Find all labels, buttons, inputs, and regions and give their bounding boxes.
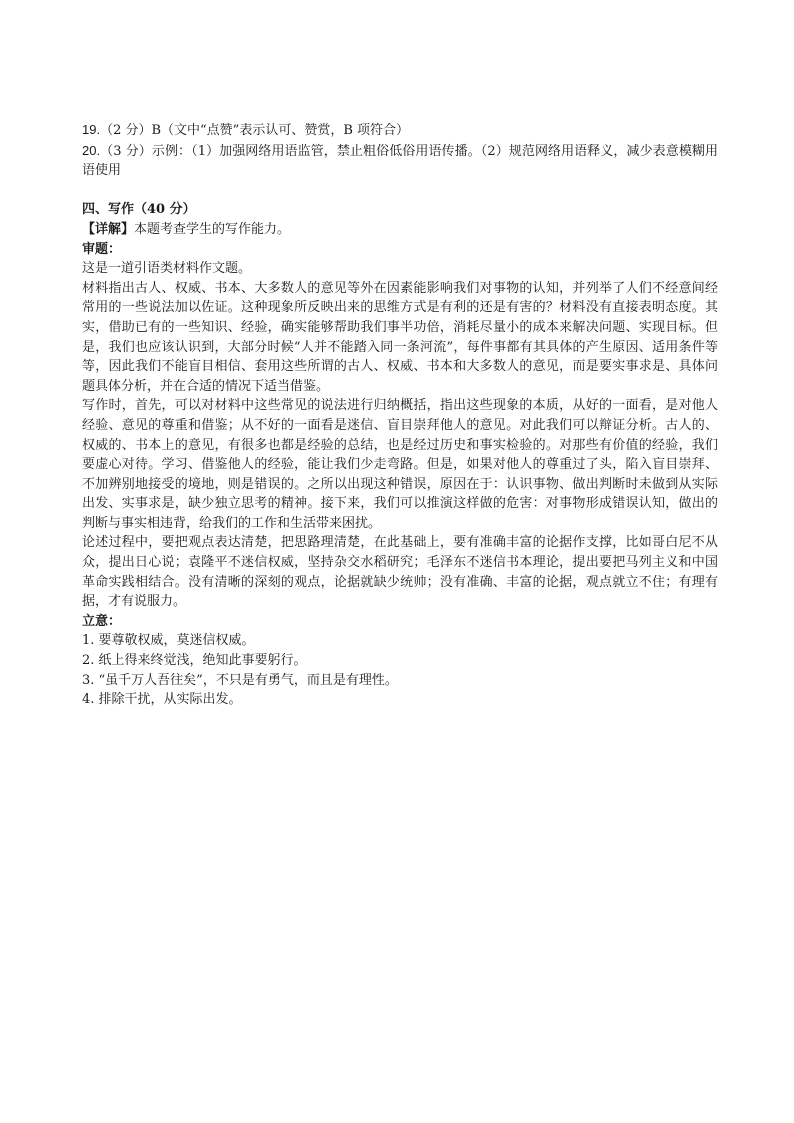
answer-19-score: （2 分） xyxy=(100,123,152,138)
theme-item-3: 3. “虽千万人吾往矣”，不只是有勇气，而且是有理性。 xyxy=(82,672,398,688)
detail-line xyxy=(82,220,718,240)
theme-label: 立意： xyxy=(82,613,122,629)
paragraph-1: 这是一道引语类材料作文题。 xyxy=(82,261,252,277)
document-page xyxy=(82,120,718,710)
paragraph-3: 写作时，首先，可以对材料中这些常见的说法进行归纳概括，指出这些现象的本质，从好的一面看，是对他人经验、意见的尊重和借鉴；从不好的一面看是迷信、盲目崇拜他人的意见。对此我们可以辩证分析。古人的、权威的、书本上的意见，有很多也都是经验的总结，也是经过历史和事实检验的。对那些有价值的经验，我们要虚心对待。学习、借鉴他人的经验，能让我们少走弯路。但是，如果对他人的尊重过了头，陷入盲目崇拜、不加辨别地接受的境地，则是错误的。之所以出现这种错误，原因在于：认识事物、做出判断时未做到从实际出发、实事求是，缺少独立思考的精神。接下来，我们可以推演这样做的危害：对事物形成错误认知，做出的判断与事实相违背，给我们的工作和生活带来困扰。 xyxy=(82,398,718,531)
review-label: 审题： xyxy=(82,241,122,257)
theme-item-1: 1. 要尊敬权威，莫迷信权威。 xyxy=(82,633,255,649)
paragraph-4: 论述过程中，要把观点表达清楚，把思路理清楚，在此基础上，要有准确丰富的论据作支撑，比如哥白尼不从众，提出日心说；袁隆平不迷信权威，坚持杂交水稻研究；毛泽东不迷信书本理论，提出要把马列主义和中国革命实践相结合。没有清晰的深刻的观点，论据就缺少统帅；没有准确、丰富的论据，观点就立不住；有理有据，才有说服力。 xyxy=(82,535,718,610)
detail-label: 【详解】 xyxy=(82,221,135,237)
spacer xyxy=(82,181,718,201)
paragraph-2: 材料指出古人、权威、书本、大多数人的意见等外在因素能影响我们对事物的认知，并列举了人们不经意间经常用的一些说法加以佐证。这种现象所反映出来的思维方式是有利的还是有害的？材料没有直接表明态度。其实，借助已有的一些知识、经验，确实能够帮助我们事半功倍，消耗尽量小的成本来解决问题、实现目标。但是，我们也应该认识到，大部分时候“人并不能踏入同一条河流”，每件事都有其具体的产生原因、适用条件等等，因此我们不能盲目相信、套用这些所谓的古人、权威、书本和大多数人的意见，而是要实事求是、具体问题具体分析，并在合适的情况下适当借鉴。 xyxy=(82,280,718,394)
section-title: 四、写作（40 分） xyxy=(82,202,196,218)
answer-19-text: B（文中“点赞”表示认可、赞赏，B 项符合） xyxy=(151,123,410,138)
answer-19-number: 19. xyxy=(82,122,101,137)
answer-20-number: 20. xyxy=(82,142,101,158)
answer-20-text: 示例：（1）加强网络用语监管，禁止粗俗低俗用语传播。（2）规范网络用语释义，减少表意模糊用语使用 xyxy=(82,143,718,179)
detail-text: 本题考查学生的写作能力。 xyxy=(134,221,291,237)
answer-20 xyxy=(82,141,718,181)
answer-20-score: （3 分） xyxy=(100,143,152,159)
theme-item-2: 2. 纸上得来终觉浅，绝知此事要躬行。 xyxy=(82,653,307,669)
answer-19 xyxy=(82,120,718,141)
theme-item-4: 4. 排除干扰，从实际出发。 xyxy=(82,692,242,708)
